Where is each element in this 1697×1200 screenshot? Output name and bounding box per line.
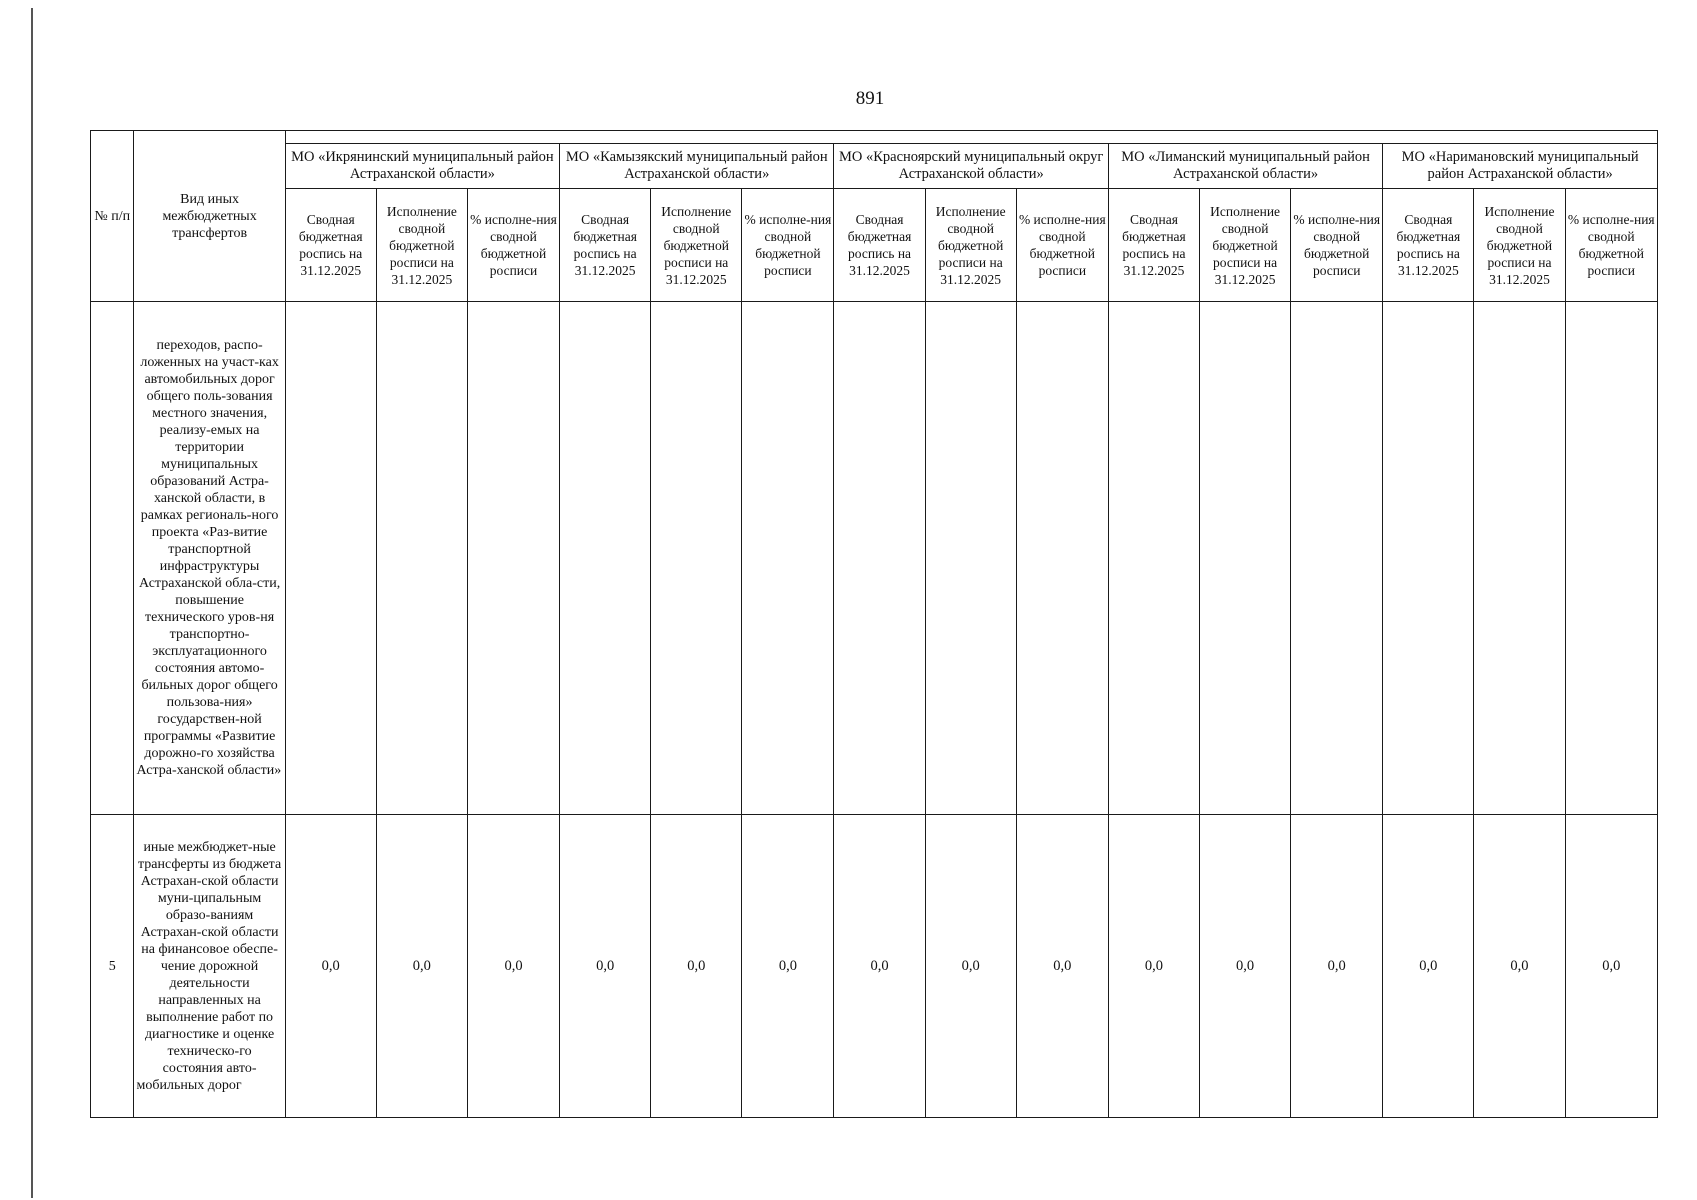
value-cell: 0,0 [376, 815, 467, 1118]
value-cell [1291, 302, 1383, 815]
header-mo-narimanovsky: МО «Наримановский муниципальный район Астраханской области» [1383, 144, 1658, 189]
header-spacer [285, 131, 1657, 144]
value-cell [1200, 302, 1291, 815]
table-row [91, 302, 1658, 815]
value-cell: 0,0 [1565, 815, 1657, 1118]
header-exec: Исполнение сводной бюджетной росписи на 31.12.2025 [651, 189, 742, 302]
value-cell: 0,0 [1108, 815, 1199, 1118]
value-cell [925, 302, 1016, 815]
row-description: иные межбюджет-ные трансферты из бюджета Астрахан-ской области муни-ципальным образо-ваниям Астрахан-ской области на финансовое обеспе-чение дорожной деятельности направленных на выполнение работ по диагностике и оценке техническо-го состояния авто-мобильных дорог [134, 815, 285, 1118]
header-pct: % исполне-ния сводной бюджетной росписи [742, 189, 834, 302]
value-cell [1016, 302, 1108, 815]
value-cell [651, 302, 742, 815]
value-cell [376, 302, 467, 815]
value-cell: 0,0 [1200, 815, 1291, 1118]
row-number [91, 302, 134, 815]
value-cell [285, 302, 376, 815]
header-plan: Сводная бюджетная роспись на 31.12.2025 [560, 189, 651, 302]
value-cell [834, 302, 925, 815]
header-plan: Сводная бюджетная роспись на 31.12.2025 [1108, 189, 1199, 302]
value-cell [467, 302, 559, 815]
value-cell: 0,0 [467, 815, 559, 1118]
table-row [91, 815, 1658, 1118]
header-mo-kamyzyaksky: МО «Камызякский муниципальный район Астраханской области» [560, 144, 834, 189]
value-cell [742, 302, 834, 815]
value-cell: 0,0 [651, 815, 742, 1118]
header-plan: Сводная бюджетная роспись на 31.12.2025 [1383, 189, 1474, 302]
margin-line [31, 8, 33, 1198]
header-pct: % исполне-ния сводной бюджетной росписи [1291, 189, 1383, 302]
header-plan: Сводная бюджетная роспись на 31.12.2025 [285, 189, 376, 302]
header-pct: % исполне-ния сводной бюджетной росписи [1016, 189, 1108, 302]
header-transfer-type: Вид иных межбюджетных трансфертов [134, 131, 285, 302]
header-pct: % исполне-ния сводной бюджетной росписи [1565, 189, 1657, 302]
value-cell: 0,0 [925, 815, 1016, 1118]
value-cell [1108, 302, 1199, 815]
value-cell: 0,0 [1016, 815, 1108, 1118]
page-number: 891 [855, 88, 885, 109]
header-exec: Исполнение сводной бюджетной росписи на 31.12.2025 [1474, 189, 1565, 302]
value-cell: 0,0 [285, 815, 376, 1118]
header-mo-limansky: МО «Лиманский муниципальный район Астраханской области» [1108, 144, 1382, 189]
header-exec: Исполнение сводной бюджетной росписи на 31.12.2025 [925, 189, 1016, 302]
value-cell [1474, 302, 1565, 815]
header-plan: Сводная бюджетная роспись на 31.12.2025 [834, 189, 925, 302]
header-exec: Исполнение сводной бюджетной росписи на 31.12.2025 [1200, 189, 1291, 302]
value-cell: 0,0 [560, 815, 651, 1118]
value-cell [560, 302, 651, 815]
value-cell [1383, 302, 1474, 815]
value-cell: 0,0 [742, 815, 834, 1118]
value-cell: 0,0 [834, 815, 925, 1118]
budget-table [90, 130, 1658, 1118]
row-description: переходов, распо-ложенных на участ-ках автомобильных дорог общего поль-зования местного значения, реализу-емых на территории муниципальных образований Астра-ханской области, в рамках региональ-ного проекта «Раз-витие транспортной инфраструктуры Астраханской обла-сти, повышение технического уров-ня транспортно-эксплуатационного состояния автомо-бильных дорог общего пользова-ния» государствен-ной программы «Развитие дорожно-го хозяйства Астра-ханской области» [134, 302, 285, 815]
value-cell: 0,0 [1474, 815, 1565, 1118]
header-pct: % исполне-ния сводной бюджетной росписи [467, 189, 559, 302]
header-mo-krasnoyarsky: МО «Красноярский муниципальный округ Астраханской области» [834, 144, 1108, 189]
header-mo-ikryaninsky: МО «Икрянинский муниципальный район Астраханской области» [285, 144, 559, 189]
value-cell: 0,0 [1291, 815, 1383, 1118]
header-exec: Исполнение сводной бюджетной росписи на 31.12.2025 [376, 189, 467, 302]
row-number: 5 [91, 815, 134, 1118]
value-cell [1565, 302, 1657, 815]
value-cell: 0,0 [1383, 815, 1474, 1118]
header-num: № п/п [91, 131, 134, 302]
